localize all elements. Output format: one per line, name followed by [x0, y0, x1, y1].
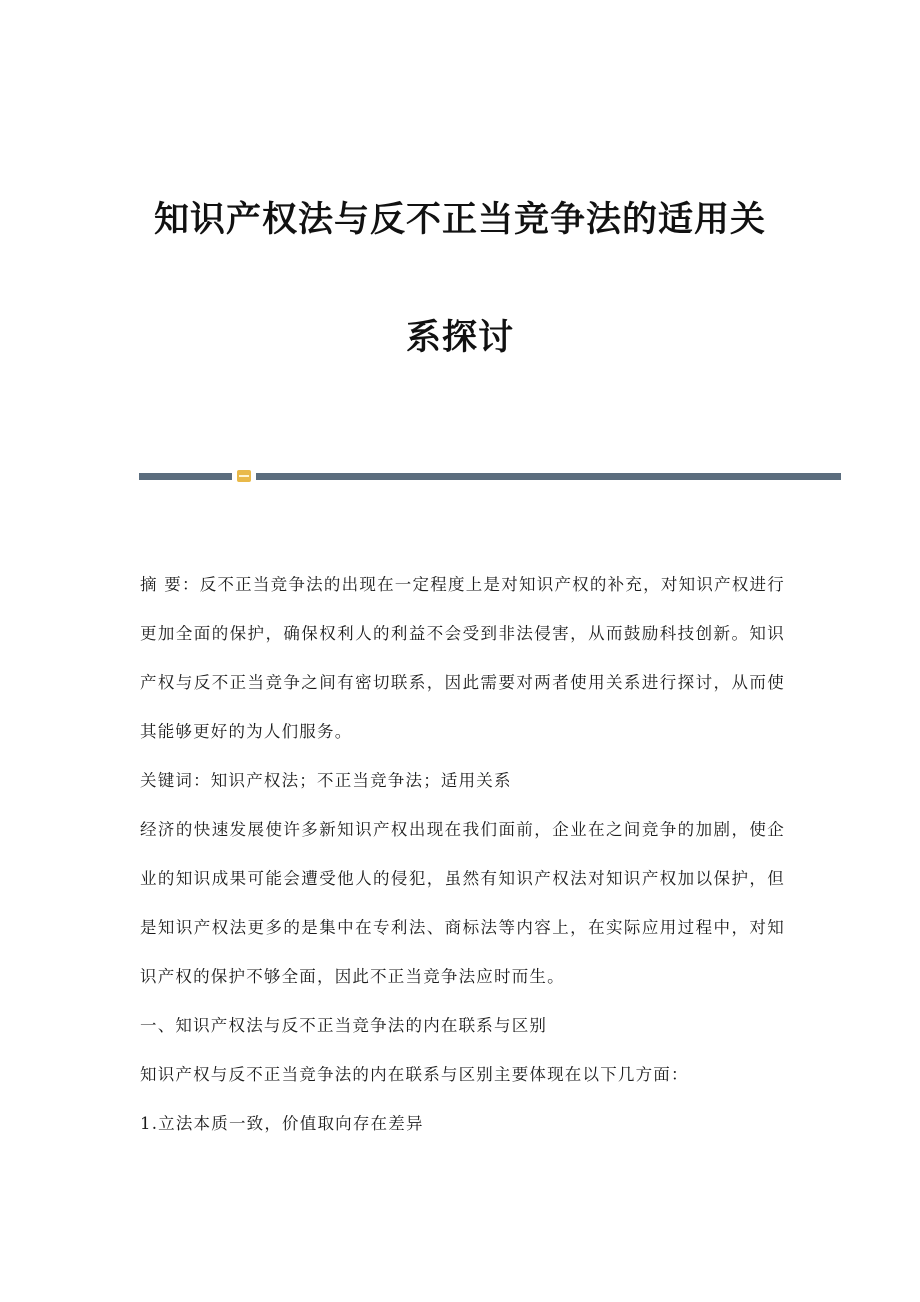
- document-title-line-1: 知识产权法与反不正当竞争法的适用关: [153, 200, 766, 240]
- subsection-heading-1: 1.立法本质一致，价值取向存在差异: [140, 1114, 424, 1133]
- intro-paragraph: 经济的快速发展使许多新知识产权出现在我们面前，企业在之间竞争的加剧，使企业的知识成果可能会遭受他人的侵犯，虽然有知识产权法对知识产权加以保护，但是知识产权法更多的是集中在专利法、商标法等内容上，在实际应用过程中，对知识产权的保护不够全面，因此不正当竞争法应时而生。: [140, 820, 785, 986]
- section-1-intro: 知识产权与反不正当竞争法的内在联系与区别主要体现在以下几方面：: [140, 1065, 689, 1084]
- divider-bar-left: [139, 473, 232, 480]
- keywords-line: 关键词：知识产权法；不正当竞争法；适用关系: [140, 771, 512, 790]
- section-heading-1: 一、知识产权法与反不正当竞争法的内在联系与区别: [140, 1016, 548, 1035]
- document-body: [140, 560, 785, 1148]
- divider-bar-right: [256, 473, 841, 480]
- document-title-line-2: 系探讨: [405, 318, 514, 358]
- divider-ornament-icon: [237, 470, 251, 482]
- abstract-paragraph: 摘 要：反不正当竞争法的出现在一定程度上是对知识产权的补充，对知识产权进行更加全面的保护，确保权利人的利益不会受到非法侵害，从而鼓励科技创新。知识产权与反不正当竞争之间有密切联系，因此需要对两者使用关系进行探讨，从而使其能够更好的为人们服务。: [140, 575, 785, 741]
- title-divider: [139, 470, 841, 482]
